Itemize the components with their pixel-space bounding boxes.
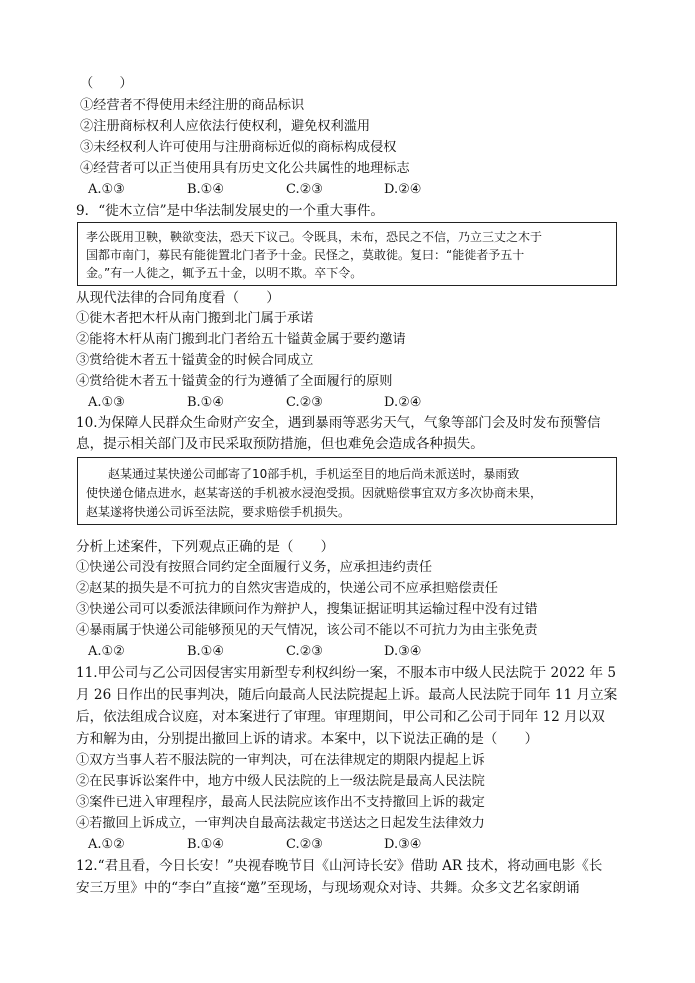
q8-option-d: D.②④ (384, 182, 422, 197)
q8-item-3: ③未经权利人许可使用与注册商标近似的商标构成侵权 (80, 140, 397, 155)
q10-option-d: D.③④ (384, 644, 422, 659)
q12-stem-line-2: 安三万里》中的“李白”直接“邀”至现场，与现场观众对诗、共舞。众多文艺名家朗诵 (76, 880, 580, 896)
q9-box-line-3: 金。”有一人徙之，辄予五十金，以明不欺。卒下令。 (86, 266, 363, 280)
q10-stem-line-2: 息，提示相关部门及市民采取预防措施，但也难免会造成各种损失。 (76, 436, 484, 452)
q10-item-4: ④暴雨属于快递公司能够预见的天气情况，该公司不能以不可抗力为由主张免责 (76, 623, 538, 638)
q9-option-b: B.①④ (187, 395, 224, 410)
q8-item-4: ④经营者可以正当使用具有历史文化公共属性的地理标志 (80, 161, 410, 176)
q11-option-d: D.③④ (384, 837, 422, 852)
q9-quote-box (77, 222, 617, 286)
q10-stem-line-1: 10.为保障人民群众生命财产安全，遇到暴雨等恶劣天气，气象等部门会及时发布预警信 (76, 415, 601, 431)
q10-question: 分析上述案件，下列观点正确的是（ ） (76, 539, 335, 555)
q9-box-line-1: 孝公既用卫鞅，鞅欲变法，恐天下议己。令既具，未布，恐民之不信，乃立三丈之木于 (86, 230, 543, 244)
q11-item-3: ③案件已进入审理程序，最高人民法院应该作出不支持撤回上诉的裁定 (76, 795, 485, 810)
q9-box-line-2: 国都市南门，募民有能徙置北门者予十金。民怪之，莫敢徙。复曰：“能徙者予五十 (86, 248, 525, 262)
q9-question: 从现代法律的合同角度看（ ） (76, 290, 280, 306)
q8-option-a: A.①③ (88, 182, 125, 197)
q10-option-a: A.①② (88, 644, 125, 659)
q10-box-line-3: 赵某遂将快递公司诉至法院，要求赔偿手机损失。 (86, 505, 351, 519)
q10-box-line-1: 赵某通过某快递公司邮寄了10部手机，手机运至目的地后尚未派送时，暴雨致 (108, 467, 520, 481)
q9-item-4: ④赏给徙木者五十镒黄金的行为遵循了全面履行的原则 (76, 374, 393, 389)
q8-paren: （ ） (80, 76, 133, 91)
q9-option-a: A.①③ (88, 395, 125, 410)
q8-item-1: ①经营者不得使用未经注册的商品标识 (80, 98, 305, 113)
q11-stem-line-3: 后，依法组成合议庭，对本案进行了审理。审理期间，甲公司和乙公司于同年 12 月以双 (76, 709, 605, 725)
q11-stem-line-1: 11.甲公司与乙公司因侵害实用新型专利权纠纷一案，不服本市中级人民法院于 2022 年 5 (76, 665, 617, 681)
q10-item-3: ③快递公司可以委派法律顾问作为辩护人，搜集证据证明其运输过程中没有过错 (76, 602, 538, 617)
q9-item-3: ③赏给徙木者五十镒黄金的时候合同成立 (76, 353, 314, 368)
q10-box-line-2: 使快递仓储点进水，赵某寄送的手机被水浸泡受损。因就赔偿事宜双方多次协商未果， (86, 486, 543, 500)
q10-item-1: ①快递公司没有按照合同约定全面履行义务，应承担违约责任 (76, 560, 433, 575)
q11-option-a: A.①② (88, 837, 125, 852)
q10-option-c: C.②③ (286, 644, 323, 659)
q9-stem: 9．“徙木立信”是中华法制发展史的一个重大事件。 (76, 203, 385, 219)
q11-option-b: B.①④ (187, 837, 224, 852)
q8-option-b: B.①④ (187, 182, 224, 197)
q10-option-b: B.①④ (187, 644, 224, 659)
q9-option-c: C.②③ (286, 395, 323, 410)
q11-item-4: ④若撤回上诉成立，一审判决自最高法裁定书送达之日起发生法律效力 (76, 816, 485, 831)
q8-option-c: C.②③ (286, 182, 323, 197)
q10-case-box (77, 457, 617, 525)
q10-item-2: ②赵某的损失是不可抗力的自然灾害造成的，快递公司不应承担赔偿责任 (76, 581, 498, 596)
q12-stem-line-1: 12.“君且看，今日长安！”央视春晚节目《山河诗长安》借助 AR 技术，将动画电影《长 (76, 858, 603, 874)
q11-item-1: ①双方当事人若不服法院的一审判决，可在法律规定的期限内提起上诉 (76, 753, 485, 768)
q11-stem-line-4: 方和解为由，分别提出撤回上诉的请求。本案中，以下说法正确的是（ ） (76, 731, 539, 747)
q11-option-c: C.②③ (286, 837, 323, 852)
q11-item-2: ②在民事诉讼案件中，地方中级人民法院的上一级法院是最高人民法院 (76, 774, 485, 789)
q9-option-d: D.②④ (384, 395, 422, 410)
q11-stem-line-2: 月 26 日作出的民事判决，随后向最高人民法院提起上诉。最高人民法院于同年 11 月立案 (76, 687, 618, 703)
q8-item-2: ②注册商标权利人应依法行使权利，避免权利滥用 (80, 119, 371, 134)
q9-item-2: ②能将木杆从南门搬到北门者给五十镒黄金属于要约邀请 (76, 332, 406, 347)
q9-item-1: ①徙木者把木杆从南门搬到北门属于承诺 (76, 311, 314, 326)
